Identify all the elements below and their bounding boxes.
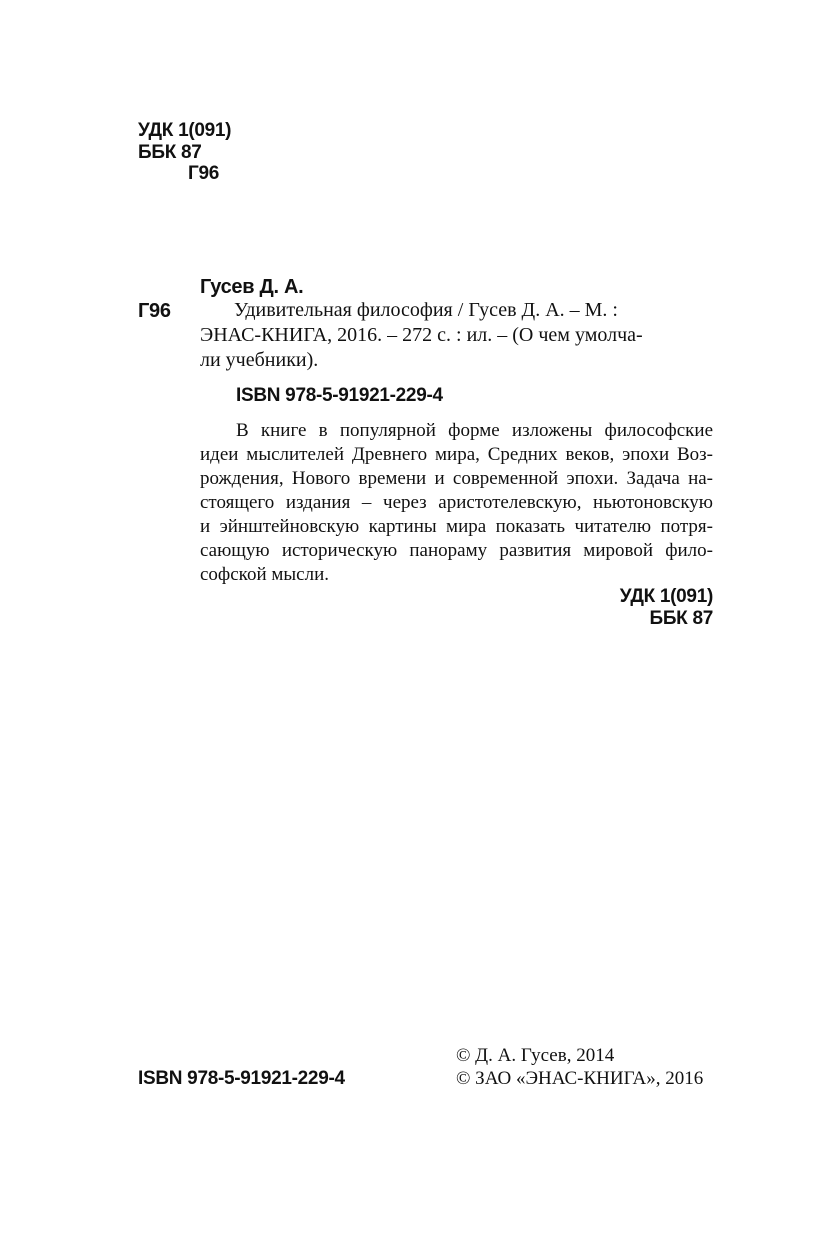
- annotation-line: стоящего издания – через аристотелевскую, ньютоновскую: [200, 492, 713, 513]
- author-mark-entry: Г96: [138, 300, 171, 322]
- annotation-line: и эйнштейновскую картины мира показать читателю потря-: [200, 516, 713, 537]
- annotation: [200, 419, 713, 587]
- description-line-3: ли учебники).: [200, 349, 319, 371]
- annotation-line: идеи мыслителей Древнего мира, Средних веков, эпохи Воз-: [200, 444, 713, 465]
- bbk-code: ББК 87: [138, 142, 202, 163]
- author-mark-top: Г96: [188, 163, 220, 184]
- annotation-line: В книге в популярной форме изложены философские: [236, 420, 713, 441]
- copyright-author: © Д. А. Гусев, 2014: [456, 1045, 615, 1066]
- footer-isbn: ISBN 978-5-91921-229-4: [138, 1068, 345, 1089]
- description-line-2: ЭНАС-КНИГА, 2016. – 272 с. : ил. – (О чем умолча-: [200, 324, 643, 346]
- bbk-code-bottom: ББК 87: [649, 608, 713, 629]
- annotation-line: рождения, Нового времени и современной эпохи. Задача на-: [200, 468, 713, 489]
- description-line-1: Удивительная философия / Гусев Д. А. – М. :: [234, 299, 618, 321]
- annotation-line: софской мысли.: [200, 564, 329, 585]
- udk-code-bottom: УДК 1(091): [619, 586, 713, 607]
- udk-code: УДК 1(091): [138, 120, 232, 141]
- author-name: Гусев Д. А.: [200, 276, 304, 298]
- entry-isbn: ISBN 978-5-91921-229-4: [236, 385, 443, 406]
- copyright-publisher: © ЗАО «ЭНАС-КНИГА», 2016: [456, 1068, 704, 1089]
- annotation-line: сающую историческую панораму развития мировой фило-: [200, 540, 713, 561]
